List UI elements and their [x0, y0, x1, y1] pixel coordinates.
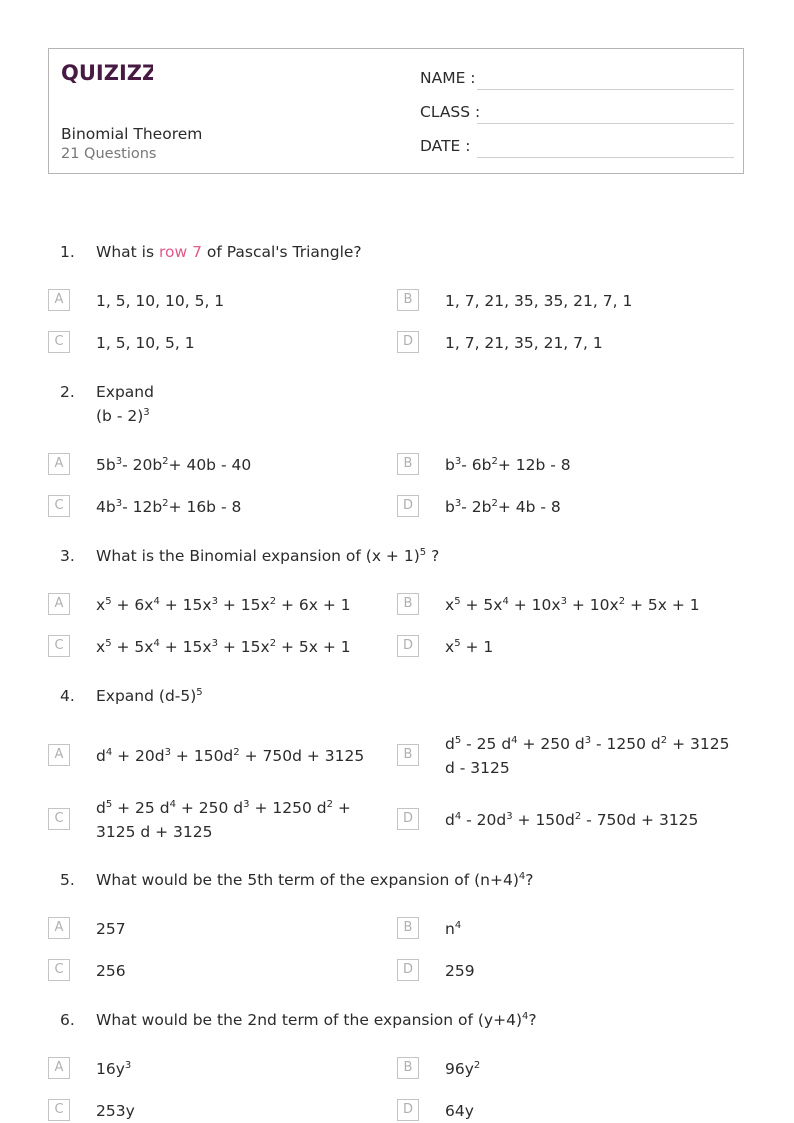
date-line[interactable]: [477, 157, 734, 158]
option-letter-box: A: [48, 453, 70, 475]
date-field[interactable]: [420, 135, 734, 169]
option-text: $d^4 - 20d^3 + 150d^2 - 750d + 3125$: [445, 811, 699, 829]
option-letter-box: B: [397, 453, 419, 475]
option-text: $n^4$: [445, 920, 462, 938]
question-count: 21 Questions: [61, 146, 157, 162]
option-text: 64y: [445, 1102, 474, 1120]
option-letter-box: B: [397, 593, 419, 615]
option-letter-box: C: [48, 808, 70, 830]
option-text: 253y: [96, 1102, 135, 1120]
class-line[interactable]: [477, 123, 734, 124]
option-text: 256: [96, 962, 126, 980]
option-text: 1, 7, 21, 35, 35, 21, 7, 1: [445, 292, 633, 310]
worksheet-title: Binomial Theorem: [61, 125, 203, 143]
name-field[interactable]: [420, 67, 734, 101]
worksheet-header: [48, 48, 744, 174]
option-text: $x^5 + 5x^4 + 10x^3 + 10x^2 + 5x + 1$: [445, 596, 700, 614]
option-letter-box: D: [397, 635, 419, 657]
option-text: $5b^3-$ $20b^2+ 40b - 40$: [96, 456, 252, 474]
option-letter-box: B: [397, 289, 419, 311]
option-text: $16y^3$: [96, 1060, 132, 1078]
highlighted-term: row 7: [158, 243, 202, 261]
class-field[interactable]: [420, 101, 734, 135]
question-text: Expand (b - 2)$^3$: [96, 383, 154, 425]
question-text: What is row 7 of Pascal's Triangle?: [96, 243, 362, 261]
option-letter-box: A: [48, 1057, 70, 1079]
option-letter-box: A: [48, 917, 70, 939]
option-letter-box: B: [397, 917, 419, 939]
option-text: 1, 5, 10, 5, 1: [96, 334, 195, 352]
question-number: 3.: [60, 547, 75, 565]
option-text: $b^3-$ $2b^2+ 4b - 8$: [445, 498, 561, 516]
option-letter-box: A: [48, 744, 70, 766]
option-text: $d^5 + 25$ $d^4 + 250$ $d^3 + 1250$ $d^2 + 3125$ d + 3125: [96, 799, 351, 841]
option-letter-box: C: [48, 331, 70, 353]
option-letter-box: C: [48, 495, 70, 517]
question-number: 4.: [60, 687, 75, 705]
option-letter-box: D: [397, 1099, 419, 1121]
option-text: 259: [445, 962, 475, 980]
option-text: 1, 7, 21, 35, 21, 7, 1: [445, 334, 603, 352]
question-number: 2.: [60, 383, 75, 401]
option-letter-box: D: [397, 959, 419, 981]
name-line[interactable]: [477, 89, 734, 90]
class-label: CLASS :: [420, 103, 481, 121]
option-text: $4b^3-$ $12b^2+ 16b - 8$: [96, 498, 242, 516]
student-fields: [420, 67, 734, 169]
question-text: What is the Binomial expansion of $(x + 1)^5$ ?: [96, 547, 440, 565]
option-letter-box: A: [48, 593, 70, 615]
logo-text: QUIZIZZ: [61, 61, 153, 85]
date-label: DATE :: [420, 137, 471, 155]
option-text: 257: [96, 920, 126, 938]
option-letter-box: B: [397, 744, 419, 766]
option-text: $x^5 + 1$: [445, 638, 494, 656]
option-letter-box: C: [48, 1099, 70, 1121]
question-text: What would be the 5th term of the expansion of $(n+4)^4$?: [96, 871, 534, 889]
question-text: What would be the 2nd term of the expansion of $(y+4)^4$?: [96, 1011, 537, 1029]
option-letter-box: D: [397, 331, 419, 353]
option-text: $d^5 - 25$ $d^4 + 250$ $d^3 - 1250$ $d^2 + 3125$ d - 3125: [445, 735, 730, 777]
option-letter-box: D: [397, 495, 419, 517]
quizizz-logo: [61, 59, 153, 91]
option-text: $d^4 + 20d^3 + 150d^2 + 750d + 3125$: [96, 747, 365, 765]
question-text: Expand $(d-5)^5$: [96, 687, 203, 705]
question-number: 5.: [60, 871, 75, 889]
option-letter-box: D: [397, 808, 419, 830]
option-text: $96y^2$: [445, 1060, 481, 1078]
question-number: 1.: [60, 243, 75, 261]
question-number: 6.: [60, 1011, 75, 1029]
option-text: $x^5 + 6x^4 + 15x^3 + 15x^2 + 6x + 1$: [96, 596, 351, 614]
name-label: NAME :: [420, 69, 476, 87]
option-letter-box: B: [397, 1057, 419, 1079]
option-text: $x^5 + 5x^4 + 15x^3 + 15x^2 + 5x + 1$: [96, 638, 351, 656]
option-letter-box: A: [48, 289, 70, 311]
option-text: $b^3-$ $6b^2+ 12b - 8$: [445, 456, 571, 474]
option-letter-box: C: [48, 635, 70, 657]
option-text: 1, 5, 10, 10, 5, 1: [96, 292, 225, 310]
option-letter-box: C: [48, 959, 70, 981]
